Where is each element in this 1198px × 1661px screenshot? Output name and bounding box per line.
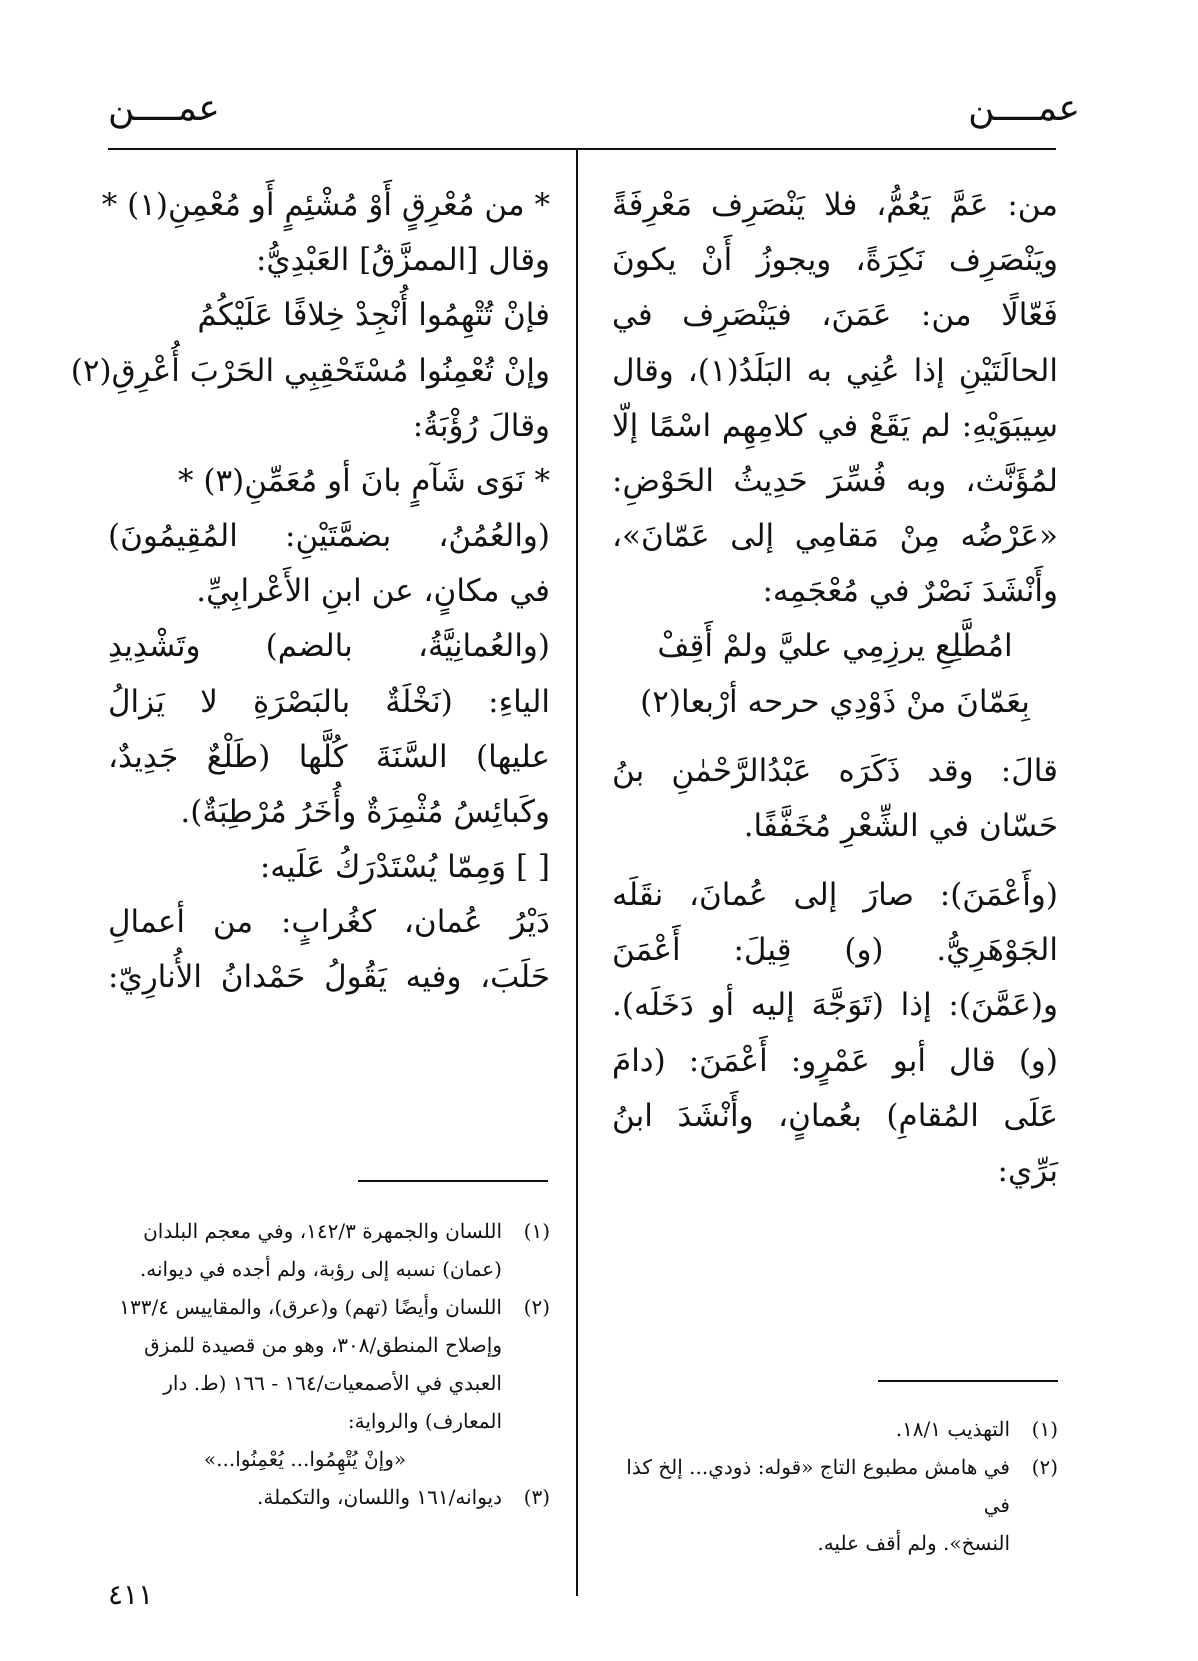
text-line: في مكانٍ، عن ابنِ الأَعْرابِيِّ. [196, 573, 550, 610]
header-title-right: عمــــن [968, 88, 1080, 129]
footnote-text [612, 1410, 1010, 1448]
footnote-line: المعارف) والرواية: [347, 1409, 502, 1433]
text-line: عَلَى المُقامِ) بعُمانٍ، وأَنْشَدَ ابنُ [612, 1097, 1058, 1134]
footnote-text [612, 1448, 1010, 1562]
header-title-left: عمــــن [108, 88, 220, 129]
text-line: الحالَتَيْنِ إذا عُنِي به البَلَدُ(١)، وقال [612, 352, 1058, 389]
footnote-text [108, 1478, 502, 1516]
verse-line: * من مُعْرِقٍ أَوْ مُشْئِمٍ أَو مُعْمِنِ(١) * [101, 187, 550, 223]
text-line: فَعّالًا من: عَمَنَ، فيَنْصَرِف في [612, 297, 1058, 334]
footnote [108, 1478, 550, 1516]
text-line: بَرِّي: [997, 1152, 1058, 1189]
verse-line: فإنْ تُتْهِمُوا أُنْجِدْ خِلافًا عَلَيْكُمُ [197, 297, 550, 334]
footnote-line: التهذيب ١٨/١. [895, 1417, 1010, 1441]
footnote-number: (١) [523, 1219, 550, 1243]
text-line: (والعُمانِيَّةُ، بالضم) وتَشْدِيدِ [108, 628, 550, 665]
footnote-text [108, 1288, 502, 1478]
footnote-number: (٢) [1031, 1455, 1058, 1479]
footnote-line: في هامش مطبوع التاج «قوله: ذودي... إلخ كذا في [626, 1455, 1010, 1517]
footnote [108, 1288, 550, 1478]
footnote-line: وإصلاح المنطق/٣٠٨، وهو من قصيدة للمزق [144, 1333, 502, 1357]
text-line: وقال [الممزَّقُ] العَبْدِيُّ: [255, 242, 550, 279]
footnote-number: (٣) [523, 1485, 550, 1509]
footnote-line: العبدي في الأصمعيات/١٦٤ - ١٦٦ (ط. دار [163, 1371, 502, 1395]
footnote [612, 1448, 1058, 1562]
footnote-number: (١) [1031, 1417, 1058, 1441]
verse-line: امُطَّلِعِ يرزِمِي عليَّ ولمْ أَقِفْ [657, 628, 1013, 665]
footnote-line: النسخ». ولم أقف عليه. [817, 1531, 1010, 1555]
spacer [612, 730, 1058, 744]
footnotes-left [108, 1212, 550, 1516]
footnote-rule-right [878, 1380, 1058, 1382]
text-line: [ ] وَمِمّا يُسْتَدْرَكُ عَلَيه: [259, 849, 550, 886]
text-line: الياءِ: (نَخْلَةٌ بالبَصْرَةِ لا يَزالُ [108, 683, 550, 720]
footnote-line: (عمان) نسبه إلى رؤبة، ولم أجده في ديوانه. [139, 1257, 502, 1281]
text-line: «عَرْضُه مِنْ مَقامِي إلى عَمّانَ»، [612, 518, 1058, 555]
text-line: و(عَمَّنَ): إذا (تَوَجَّهَ إليه أو دَخَلَه). [612, 987, 1058, 1024]
footnote-line: ديوانه/١٦١ واللسان، والتكملة. [257, 1485, 502, 1509]
text-line: الجَوْهَرِيُّ. (و) قِيلَ: أَعْمَنَ [612, 932, 1058, 969]
text-line: (وأَعْمَنَ): صارَ إلى عُمانَ، نقَلَه [612, 877, 1058, 914]
text-line: دَيْرُ عُمان، كغُرابٍ: من أعمالِ [108, 904, 550, 941]
column-divider [576, 148, 578, 1596]
text-line: عليها) السَّنَةَ كُلَّها (طَلْعٌ جَدِيدٌ، [108, 738, 550, 775]
verse-line: بِعَمّانَ منْ ذَوْدِي حرحه أرْبعا(٢) [640, 683, 1030, 720]
text-line: ويَنْصَرِف نَكِرَةً، ويجوزُ أَنْ يكونَ [612, 242, 1058, 279]
verse-line: وإنْ تُعْمِنُوا مُسْتَحْقِبِي الحَرْبَ أُعْرِقِ(٢) [70, 352, 550, 389]
footnotes-right [612, 1410, 1058, 1562]
text-line: وكَبائِسُ مُثْمِرَةٌ وأُخَرُ مُرْطِبَةٌ). [180, 793, 550, 830]
footnote-quote: «وإنْ يُتْهِمُوا... يُعْمِنُوا...» [203, 1447, 407, 1471]
header-rule [108, 148, 1056, 150]
text-line: لمُؤَنَّث، وبه فُسِّرَ حَدِيثُ الحَوْضِ: [612, 462, 1058, 499]
footnote [612, 1410, 1058, 1448]
text-line: وأَنْشَدَ نَصْرٌ في مُعْجَمِه: [762, 573, 1058, 610]
text-line: حَسّان في الشِّعْرِ مُخَفَّفًا. [743, 807, 1058, 844]
text-line: (والعُمُنُ، بضمَّتَيْنِ: المُقِيمُونَ) [108, 518, 550, 555]
text-line: سِيبَوَيْهِ: لم يَقَعْ في كلامِهِم اسْمًا إلّا [612, 407, 1058, 444]
verse-line: * نَوَى شَآمٍ بانَ أو مُعَمِّنِ(٣) * [178, 462, 550, 499]
left-column [70, 178, 550, 1006]
spacer [612, 854, 1058, 868]
footnote-line: اللسان والجمهرة ١٤٢/٣، وفي معجم البلدان [143, 1219, 502, 1243]
text-line: قالَ: وقد ذَكَرَه عَبْدُالرَّحْمٰنِ بنُ [612, 752, 1058, 789]
text-line: (و) قال أبو عَمْرٍو: أَعْمَنَ: (دامَ [612, 1042, 1058, 1079]
right-column [612, 178, 1058, 1199]
text-line: من: عَمَّ يَعُمُّ، فلا يَنْصَرِف مَعْرِفَةً [612, 187, 1058, 223]
footnote-number: (٢) [523, 1295, 550, 1319]
text-line: وقالَ رُؤْبَةُ: [412, 407, 550, 444]
text-line: حَلَبَ، وفيه يَقُولُ حَمْدانُ الأُنارِيّ: [108, 959, 550, 996]
footnote-line: اللسان وأيضًا (تهم) و(عرق)، والمقاييس ١٣٣/٤ [119, 1295, 502, 1319]
footnote [108, 1212, 550, 1288]
footnote-rule-left [358, 1180, 548, 1182]
page-number: ٤١١ [108, 1578, 154, 1611]
footnote-text [108, 1212, 502, 1288]
